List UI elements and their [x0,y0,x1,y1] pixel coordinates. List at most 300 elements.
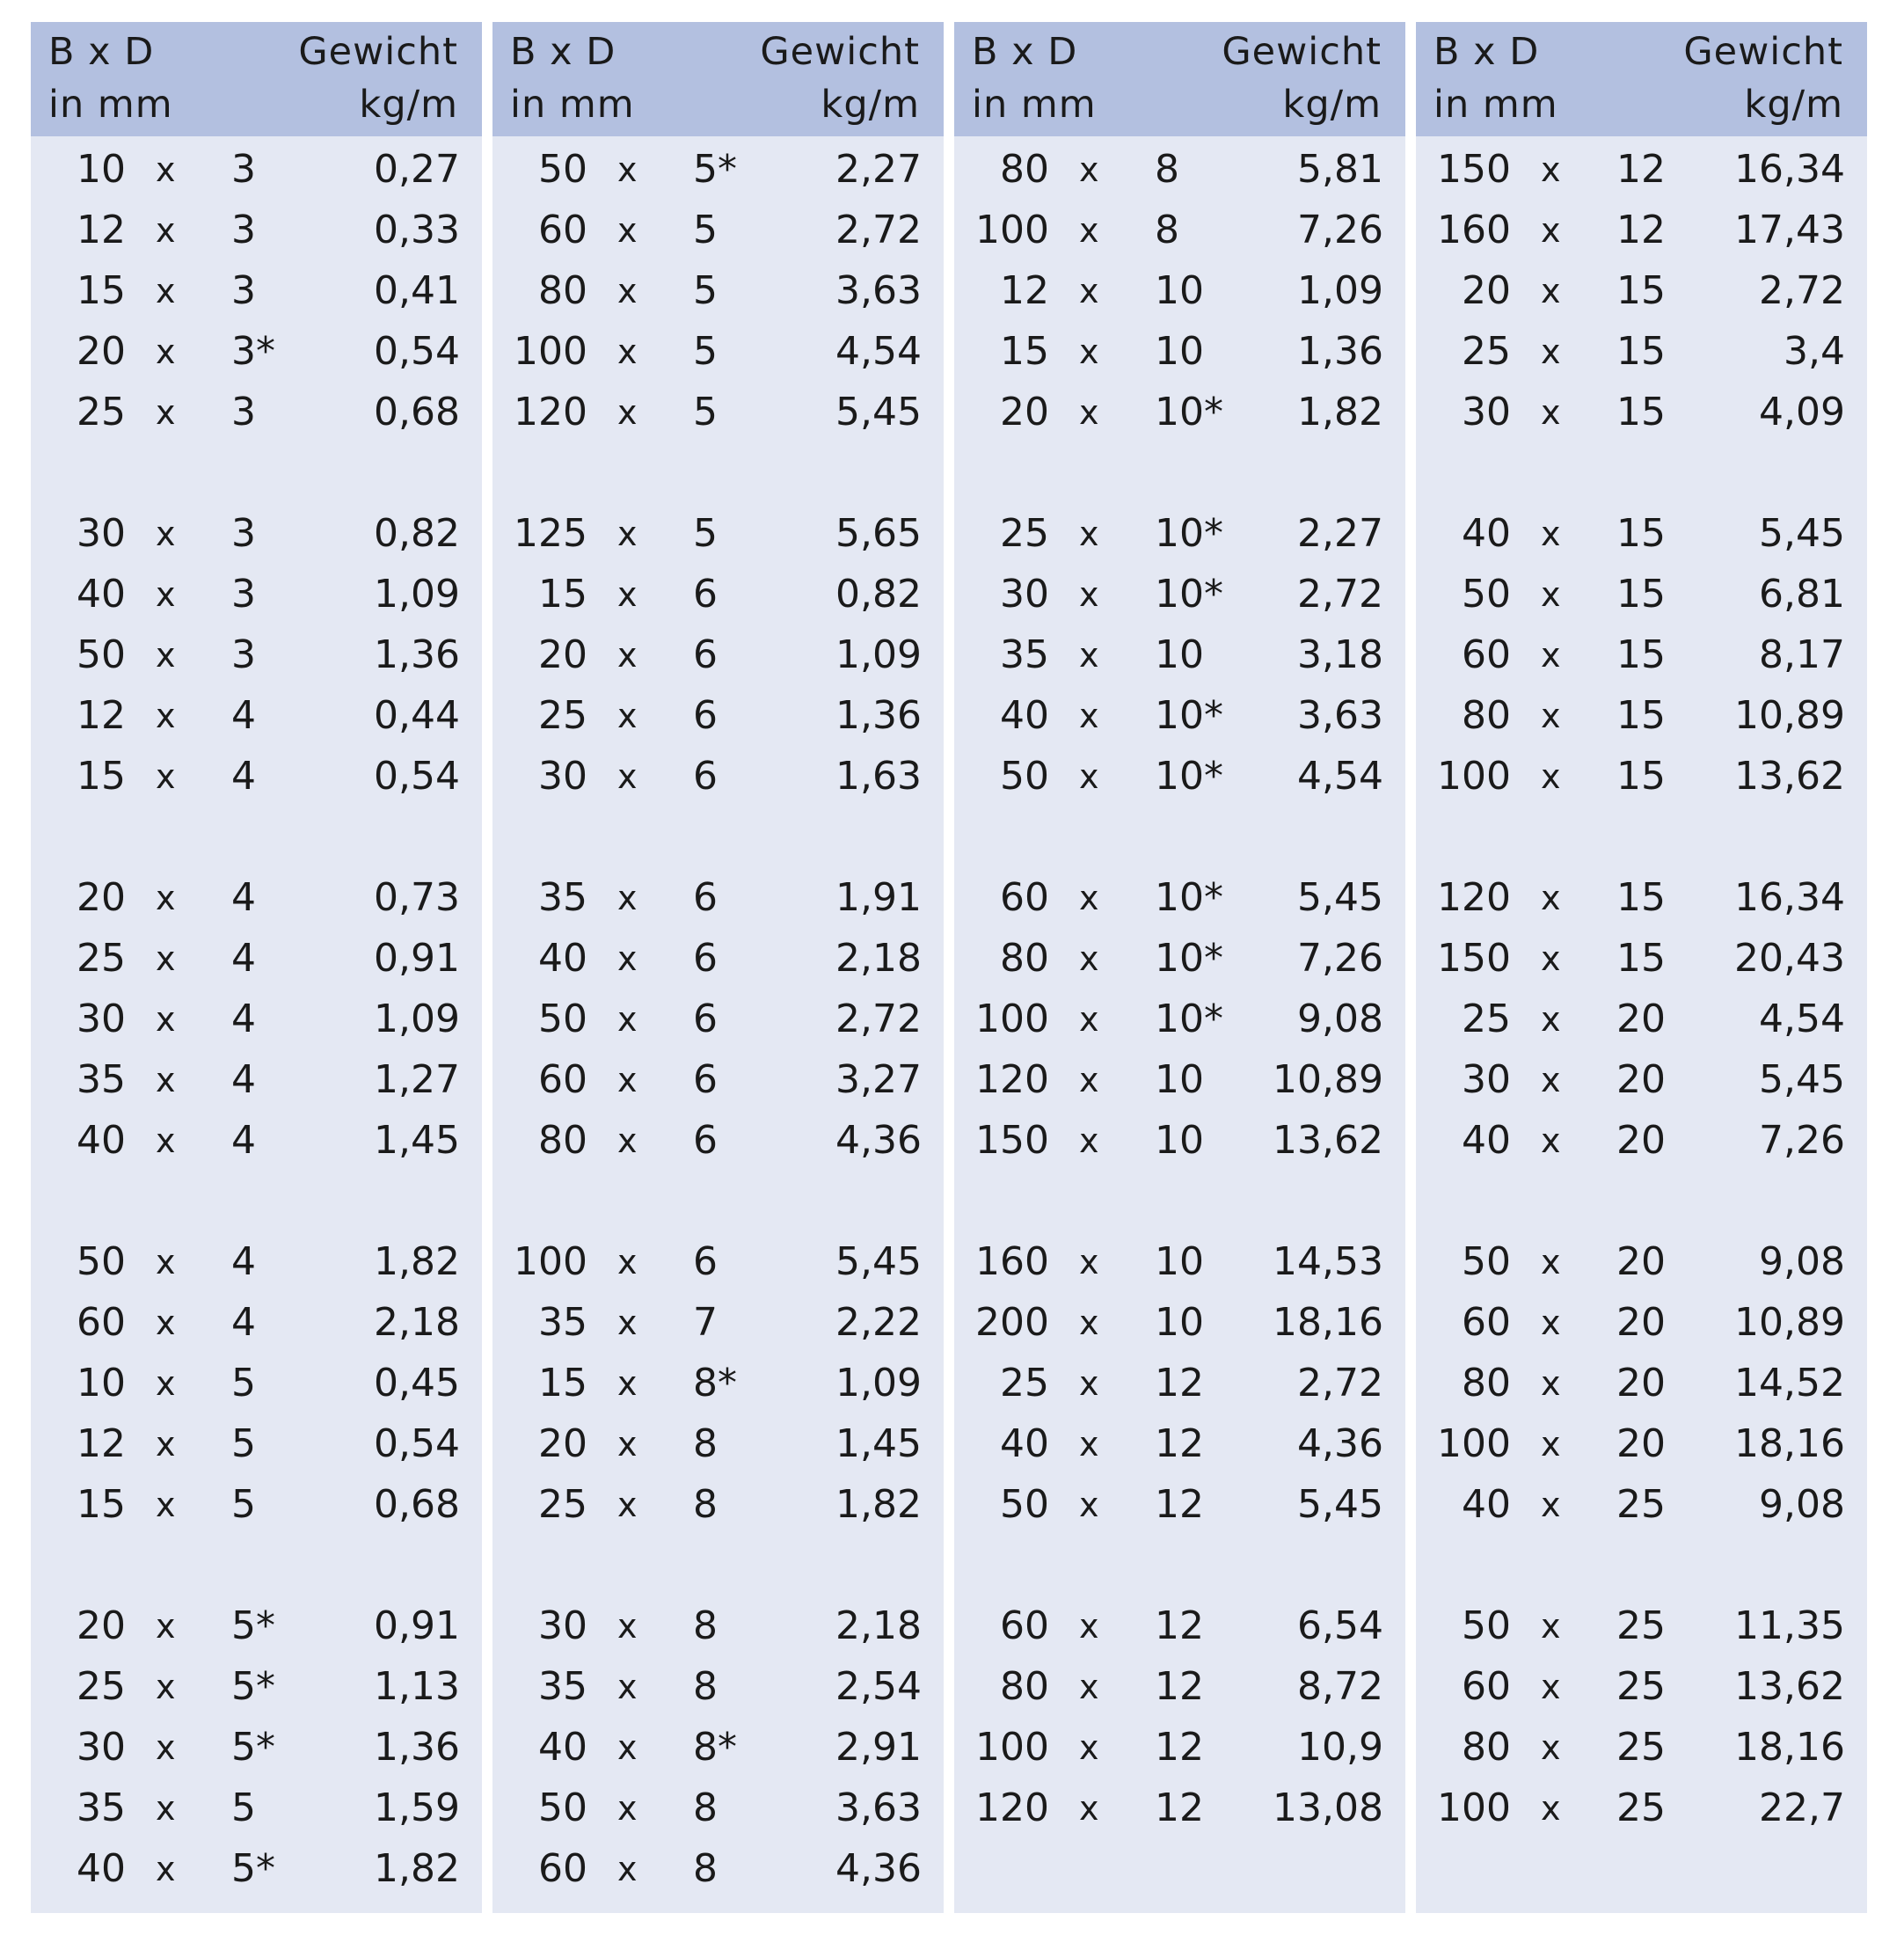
weight-value: 9,08 [1759,1239,1845,1284]
table-row [31,1357,482,1410]
thickness-value: 12 [1616,147,1666,192]
width-value: 30 [1462,1057,1511,1102]
weight-value: 3,27 [835,1057,922,1102]
weight-value: 0,73 [374,875,460,920]
table-row [31,265,482,318]
weight-value: 1,82 [374,1846,460,1891]
width-value: 25 [77,936,126,981]
weight-value: 5,45 [1297,875,1383,920]
thickness-value: 12 [1155,1421,1204,1466]
weight-value: 18,16 [1734,1725,1845,1770]
table-row [492,507,944,560]
thickness-value: 12 [1155,1361,1204,1406]
times-sign: x [156,1668,176,1706]
thickness-value: 3 [231,511,256,556]
weight-value: 0,68 [374,390,460,434]
weight-value: 0,33 [374,208,460,252]
header-gewicht: Gewicht [1222,30,1382,74]
weight-value: 1,36 [835,693,922,738]
table-row [954,750,1405,803]
table-panel-3 [954,22,1405,1913]
weight-value: 18,16 [1734,1421,1845,1466]
table-row [492,1357,944,1410]
thickness-value: 25 [1616,1603,1666,1648]
width-value: 40 [77,1846,126,1891]
table-row [492,629,944,682]
width-value: 100 [1437,754,1511,799]
weight-value: 0,44 [374,693,460,738]
width-value: 50 [1000,754,1049,799]
weight-value: 7,26 [1759,1118,1845,1163]
weight-value: 4,54 [1297,754,1383,799]
thickness-value: 3* [231,329,275,374]
weight-value: 2,72 [1297,1361,1383,1406]
width-value: 50 [1462,1603,1511,1648]
table-row [1416,1782,1867,1835]
thickness-value: 12 [1155,1725,1204,1770]
width-value: 20 [1000,390,1049,434]
header-bxd: B x D [48,30,155,74]
width-value: 60 [1000,1603,1049,1648]
times-sign: x [617,1789,638,1828]
table-row [1416,1721,1867,1774]
thickness-value: 15 [1616,875,1666,920]
times-sign: x [617,1850,638,1888]
width-value: 40 [1462,1118,1511,1163]
width-value: 100 [514,329,587,374]
times-sign: x [1541,272,1561,310]
thickness-value: 4 [231,936,256,981]
weight-value: 10,89 [1734,1300,1845,1345]
header-unit-mm: in mm [510,83,635,127]
times-sign: x [1541,879,1561,917]
times-sign: x [1541,211,1561,250]
width-value: 35 [1000,632,1049,677]
table-row [954,1418,1405,1471]
width-value: 80 [1462,693,1511,738]
thickness-value: 3 [231,147,256,192]
thickness-value: 5 [693,390,718,434]
weight-value: 9,08 [1759,1482,1845,1527]
times-sign: x [1079,1486,1099,1524]
table-row [1416,325,1867,378]
weight-value: 2,27 [835,147,922,192]
weight-value: 0,54 [374,1421,460,1466]
width-value: 60 [77,1300,126,1345]
width-value: 80 [1462,1361,1511,1406]
weight-value: 20,43 [1734,936,1845,981]
thickness-value: 10 [1155,1118,1204,1163]
times-sign: x [1079,757,1099,796]
times-sign: x [617,515,638,553]
weight-value: 2,54 [835,1664,922,1709]
times-sign: x [1079,697,1099,735]
weight-value: 0,91 [374,1603,460,1648]
table-row [492,568,944,621]
width-value: 60 [538,1846,587,1891]
table-row [1416,1054,1867,1106]
width-value: 40 [77,572,126,617]
table-row [492,1600,944,1653]
thickness-value: 20 [1616,997,1666,1041]
table-row [492,993,944,1046]
width-value: 60 [538,1057,587,1102]
table-row [31,750,482,803]
table-row [954,568,1405,621]
thickness-value: 8 [693,1846,718,1891]
weight-value: 1,82 [1297,390,1383,434]
table-row [492,265,944,318]
times-sign: x [1541,1061,1561,1099]
width-value: 100 [1437,1421,1511,1466]
table-row [1416,690,1867,742]
thickness-value: 10* [1155,390,1223,434]
table-row [31,1418,482,1471]
times-sign: x [1079,1121,1099,1160]
width-value: 120 [975,1785,1049,1830]
weight-value: 4,09 [1759,390,1845,434]
times-sign: x [617,879,638,917]
weight-value: 1,09 [835,632,922,677]
table-row [31,1661,482,1713]
weight-value: 3,63 [1297,693,1383,738]
times-sign: x [156,757,176,796]
table-row [492,690,944,742]
thickness-value: 15 [1616,390,1666,434]
table-row [492,1721,944,1774]
width-value: 50 [1462,572,1511,617]
thickness-value: 4 [231,1118,256,1163]
times-sign: x [156,1607,176,1646]
times-sign: x [1079,879,1099,917]
times-sign: x [1079,575,1099,614]
width-value: 10 [77,147,126,192]
width-value: 50 [538,997,587,1041]
thickness-value: 10 [1155,632,1204,677]
thickness-value: 8 [693,1664,718,1709]
width-value: 100 [975,1725,1049,1770]
weight-value: 2,18 [835,1603,922,1648]
times-sign: x [617,1243,638,1281]
weight-value: 5,45 [1759,1057,1845,1102]
thickness-value: 6 [693,875,718,920]
table-row [492,1661,944,1713]
width-value: 25 [1462,329,1511,374]
times-sign: x [1079,636,1099,675]
weight-value: 2,27 [1297,511,1383,556]
thickness-value: 15 [1616,693,1666,738]
thickness-value: 20 [1616,1421,1666,1466]
header-gewicht: Gewicht [1683,30,1843,74]
header-gewicht: Gewicht [760,30,920,74]
table-row [1416,568,1867,621]
thickness-value: 5* [231,1725,275,1770]
times-sign: x [617,393,638,432]
table-row [31,993,482,1046]
thickness-value: 3 [231,572,256,617]
weight-value: 1,82 [835,1482,922,1527]
table-row [31,932,482,985]
thickness-value: 25 [1616,1482,1666,1527]
weight-value: 6,81 [1759,572,1845,617]
table-row [954,629,1405,682]
table-row [954,1661,1405,1713]
weight-value: 3,63 [835,268,922,313]
thickness-value: 8* [693,1725,737,1770]
thickness-value: 12 [1155,1785,1204,1830]
width-value: 30 [538,1603,587,1648]
thickness-value: 10 [1155,1239,1204,1284]
weight-value: 1,09 [374,997,460,1041]
table-row [31,204,482,257]
times-sign: x [156,1243,176,1281]
times-sign: x [1079,393,1099,432]
thickness-value: 10* [1155,754,1223,799]
weight-value: 13,62 [1734,1664,1845,1709]
weight-value: 5,45 [1759,511,1845,556]
thickness-value: 7 [693,1300,718,1345]
thickness-value: 5 [693,208,718,252]
table-row [31,568,482,621]
thickness-value: 3 [231,390,256,434]
table-row [1416,1357,1867,1410]
times-sign: x [1541,1425,1561,1464]
times-sign: x [1541,1121,1561,1160]
times-sign: x [1079,1668,1099,1706]
panel-header [1416,22,1867,136]
weight-value: 13,62 [1273,1118,1383,1163]
weight-value: 4,54 [835,329,922,374]
weight-value: 5,65 [835,511,922,556]
table-row [31,143,482,196]
weight-value: 0,27 [374,147,460,192]
weight-value: 13,62 [1734,754,1845,799]
weight-value: 5,45 [1297,1482,1383,1527]
times-sign: x [1079,1425,1099,1464]
table-panel-4 [1416,22,1867,1913]
width-value: 100 [1437,1785,1511,1830]
width-value: 25 [1000,511,1049,556]
table-row [1416,1296,1867,1349]
thickness-value: 10 [1155,329,1204,374]
thickness-value: 8 [693,1482,718,1527]
weight-value: 2,72 [1297,572,1383,617]
times-sign: x [617,575,638,614]
times-sign: x [617,1000,638,1039]
table-row [492,1843,944,1895]
times-sign: x [1079,1364,1099,1403]
width-value: 30 [77,1725,126,1770]
thickness-value: 6 [693,632,718,677]
width-value: 25 [1000,1361,1049,1406]
weight-value: 4,36 [835,1118,922,1163]
table-row [954,1600,1405,1653]
weight-value: 10,9 [1297,1725,1383,1770]
table-row [1416,993,1867,1046]
thickness-value: 6 [693,572,718,617]
width-value: 200 [975,1300,1049,1345]
thickness-value: 5* [231,1846,275,1891]
width-value: 25 [538,1482,587,1527]
weight-value: 7,26 [1297,936,1383,981]
width-value: 25 [1462,997,1511,1041]
header-bxd: B x D [972,30,1078,74]
table-row [1416,386,1867,439]
thickness-value: 25 [1616,1785,1666,1830]
times-sign: x [156,1000,176,1039]
table-row [492,750,944,803]
width-value: 25 [77,1664,126,1709]
table-row [492,872,944,924]
times-sign: x [1541,1303,1561,1342]
weight-value: 2,72 [835,208,922,252]
table-panel-1 [31,22,482,1913]
table-row [1416,1418,1867,1471]
times-sign: x [617,697,638,735]
table-row [1416,1600,1867,1653]
thickness-value: 5 [231,1482,256,1527]
weight-value: 6,54 [1297,1603,1383,1648]
times-sign: x [156,211,176,250]
times-sign: x [156,272,176,310]
weight-value: 4,36 [835,1846,922,1891]
width-value: 60 [1000,875,1049,920]
width-value: 30 [1000,572,1049,617]
table-row [492,1479,944,1531]
times-sign: x [1541,1486,1561,1524]
width-value: 50 [538,1785,587,1830]
table-row [31,1843,482,1895]
table-row [954,1054,1405,1106]
weight-value: 0,54 [374,329,460,374]
times-sign: x [1079,1728,1099,1767]
width-value: 125 [514,511,587,556]
thickness-value: 15 [1616,511,1666,556]
panel-header [954,22,1405,136]
thickness-value: 10* [1155,693,1223,738]
panel-header [492,22,944,136]
weight-value: 1,09 [835,1361,922,1406]
thickness-value: 8 [693,1785,718,1830]
table-row [31,325,482,378]
table-row [31,1236,482,1289]
thickness-value: 8 [1155,147,1179,192]
width-value: 60 [538,208,587,252]
weight-value: 3,4 [1784,329,1845,374]
weight-value: 1,63 [835,754,922,799]
width-value: 40 [1000,693,1049,738]
weight-value: 4,54 [1759,997,1845,1041]
thickness-value: 5 [693,511,718,556]
weight-value: 11,35 [1734,1603,1845,1648]
width-value: 80 [538,1118,587,1163]
times-sign: x [1079,1061,1099,1099]
times-sign: x [156,575,176,614]
width-value: 80 [1000,147,1049,192]
header-unit-kgm: kg/m [821,83,920,127]
width-value: 35 [538,875,587,920]
width-value: 100 [975,997,1049,1041]
times-sign: x [156,393,176,432]
thickness-value: 5 [231,1361,256,1406]
table-row [31,1782,482,1835]
thickness-value: 3 [231,268,256,313]
width-value: 12 [77,1421,126,1466]
width-value: 15 [77,754,126,799]
times-sign: x [1079,211,1099,250]
table-row [1416,932,1867,985]
width-value: 50 [538,147,587,192]
header-bxd: B x D [510,30,616,74]
thickness-value: 5* [231,1664,275,1709]
width-value: 40 [77,1118,126,1163]
weight-value: 5,45 [835,1239,922,1284]
table-row [492,1296,944,1349]
width-value: 30 [77,997,126,1041]
times-sign: x [617,757,638,796]
width-value: 15 [538,572,587,617]
width-value: 120 [1437,875,1511,920]
width-value: 20 [1462,268,1511,313]
width-value: 12 [77,693,126,738]
table-row [954,204,1405,257]
thickness-value: 10* [1155,936,1223,981]
thickness-value: 5 [231,1421,256,1466]
width-value: 20 [77,329,126,374]
width-value: 40 [538,936,587,981]
header-unit-kgm: kg/m [1282,83,1382,127]
table-row [954,993,1405,1046]
thickness-value: 20 [1616,1118,1666,1163]
thickness-value: 6 [693,997,718,1041]
header-unit-kgm: kg/m [359,83,458,127]
weight-value: 2,22 [835,1300,922,1345]
times-sign: x [156,697,176,735]
thickness-value: 3 [231,632,256,677]
times-sign: x [156,1061,176,1099]
thickness-value: 20 [1616,1300,1666,1345]
width-value: 30 [77,511,126,556]
table-row [954,1236,1405,1289]
times-sign: x [617,939,638,978]
thickness-value: 10 [1155,1300,1204,1345]
times-sign: x [156,1789,176,1828]
panel-header [31,22,482,136]
table-row [1416,507,1867,560]
table-row [1416,204,1867,257]
table-row [954,386,1405,439]
times-sign: x [1541,757,1561,796]
width-value: 20 [538,1421,587,1466]
weight-value: 18,16 [1273,1300,1383,1345]
times-sign: x [156,1364,176,1403]
times-sign: x [617,1728,638,1767]
table-row [31,1721,482,1774]
weight-value: 5,45 [835,390,922,434]
weight-value: 0,54 [374,754,460,799]
times-sign: x [1079,1243,1099,1281]
table-row [31,1054,482,1106]
weight-value: 9,08 [1297,997,1383,1041]
thickness-value: 4 [231,1239,256,1284]
times-sign: x [156,1486,176,1524]
width-value: 35 [538,1300,587,1345]
times-sign: x [617,211,638,250]
width-value: 60 [1462,1664,1511,1709]
table-row [492,1054,944,1106]
table-row [1416,1661,1867,1713]
thickness-value: 6 [693,1239,718,1284]
